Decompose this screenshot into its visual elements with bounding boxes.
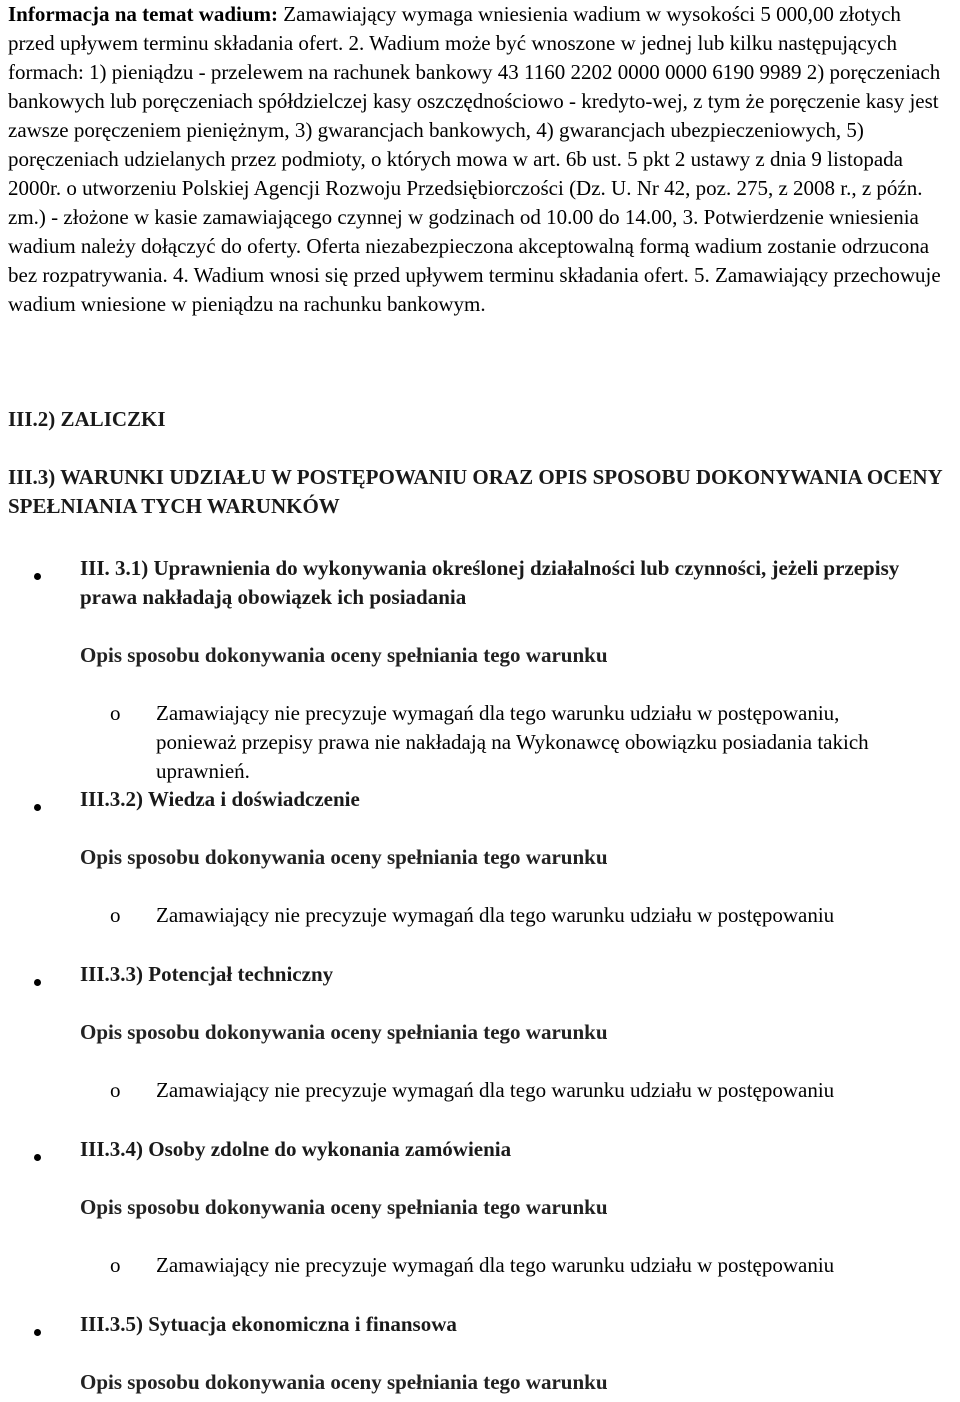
- condition-title-4: III.3.4) Osoby zdolne do wykonania zamówienia: [80, 1137, 512, 1161]
- section-warunki-heading: III.3) WARUNKI UDZIAŁU W POSTĘPOWANIU ORAZ OPIS SPOSOBU DOKONYWANIA OCENY SPEŁNIANIA TYCH WARUNKÓW: [8, 465, 942, 518]
- condition-detail-1: Zamawiający nie precyzuje wymagań dla tego warunku udziału w postępowaniu, ponieważ przepisy prawa nie nakładają na Wykonawcę obowiązku posiadania takich uprawnień.: [156, 701, 869, 783]
- bullet-icon: [34, 804, 41, 811]
- sub-bullet-marker: o: [110, 903, 121, 927]
- opis-label-3: Opis sposobu dokonywania oceny spełniania tego warunku: [80, 1020, 608, 1044]
- opis-label-4: Opis sposobu dokonywania oceny spełniania tego warunku: [80, 1195, 608, 1219]
- bullet-icon: [34, 573, 41, 580]
- sub-bullet-marker: o: [110, 1253, 121, 1277]
- condition-title-3: III.3.3) Potencjał techniczny: [80, 962, 334, 986]
- bullet-icon: [34, 979, 41, 986]
- section-zaliczki-heading: III.2) ZALICZKI: [8, 407, 166, 431]
- wadium-text: Zamawiający wymaga wniesienia wadium w wysokości 5 000,00 złotych przed upływem terminu składania ofert. 2. Wadium może być wnoszone w jednej lub kilku następujących formach: 1) pieniądzu - przelewem na rachunek bankowy 43 1160 2202 0000 0000 6190 9989 2) poręczeniach bankowych lub poręczeniach spółdzielczej kasy oszczędnościowo - kredyto-wej, z tym że poręczenie kasy jest zawsze poręczeniem pieniężnym, 3) gwarancjach bankowych, 4) gwarancjach ubezpieczeniowych, 5) poręczeniach udzielanych przez podmioty, o których mowa w art. 6b ust. 5 pkt 2 ustawy z dnia 9 listopada 2000r. o utworzeniu Polskiej Agencji Rozwoju Przedsiębiorczości (Dz. U. Nr 42, poz. 275, z 2008 r., z późn. zm.) - złożone w kasie zamawiającego czynnej w godzinach od 10.00 do 14.00, 3. Potwierdzenie wniesienia wadium należy dołączyć do oferty. Oferta niezabezpieczona akceptowalną formą wadium zostanie odrzucona bez rozpatrywania. 4. Wadium wnosi się przed upływem terminu składania ofert. 5. Zamawiający przechowuje wadium wniesione w pieniądzu na rachunku bankowym.: [8, 2, 941, 316]
- condition-detail-2: Zamawiający nie precyzuje wymagań dla tego warunku udziału w postępowaniu: [156, 903, 835, 927]
- condition-title-2: III.3.2) Wiedza i doświadczenie: [80, 787, 360, 811]
- opis-label-1: Opis sposobu dokonywania oceny spełniania tego warunku: [80, 643, 608, 667]
- condition-detail-4: Zamawiający nie precyzuje wymagań dla tego warunku udziału w postępowaniu: [156, 1253, 835, 1277]
- opis-label-5: Opis sposobu dokonywania oceny spełniania tego warunku: [80, 1370, 608, 1394]
- condition-title-1: III. 3.1) Uprawnienia do wykonywania określonej działalności lub czynności, jeżeli przepisy prawa nakładają obowiązek ich posiadania: [80, 556, 900, 609]
- sub-bullet-marker: o: [110, 1078, 121, 1102]
- condition-title-5: III.3.5) Sytuacja ekonomiczna i finansowa: [80, 1312, 457, 1336]
- sub-bullet-marker: o: [110, 701, 121, 725]
- bullet-icon: [34, 1329, 41, 1336]
- bullet-icon: [34, 1154, 41, 1161]
- condition-detail-3: Zamawiający nie precyzuje wymagań dla tego warunku udziału w postępowaniu: [156, 1078, 835, 1102]
- opis-label-2: Opis sposobu dokonywania oceny spełniania tego warunku: [80, 845, 608, 869]
- wadium-label: Informacja na temat wadium:: [8, 2, 279, 26]
- wadium-paragraph: [8, 0, 952, 319]
